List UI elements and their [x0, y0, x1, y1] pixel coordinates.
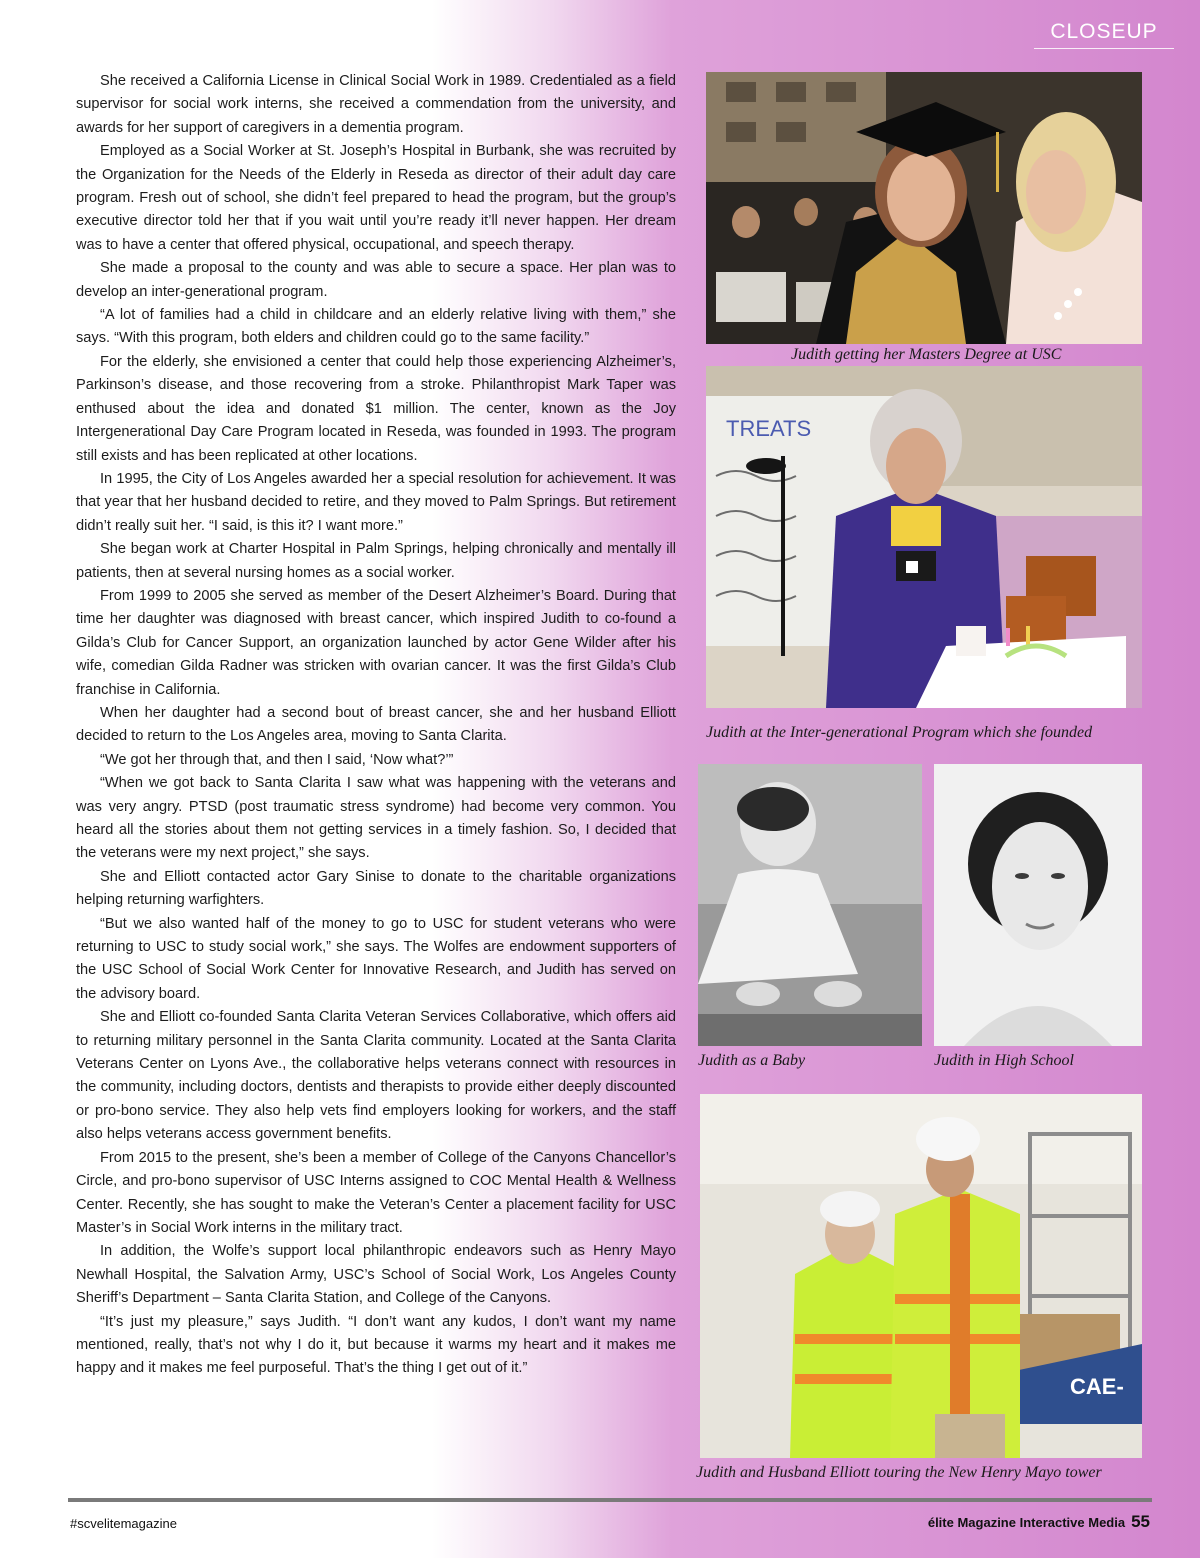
paragraph: “We got her through that, and then I said, ‘Now what?’” — [100, 751, 454, 768]
paragraph: For the elderly, she envisioned a center that could help those experiencing Alzheimer’s, Parkinson’s disease, and those recovering from a stroke. Philanthropist Mark Taper was enthused about the idea and donated $1 million. The center, known as the Joy Intergenerational Day Care Program located in Reseda, was founded in 1993. The program still exists and has been replicated at other locations. — [76, 353, 676, 464]
page-number: 55 — [1131, 1512, 1150, 1531]
footer-hashtag: #scvelitemagazine — [70, 1516, 177, 1531]
paragraph: “A lot of families had a child in childcare and an elderly relative living with them,” she says. “With this program, both elders and children could go to the same facility.” — [76, 307, 676, 347]
highschool-caption: Judith in High School — [934, 1052, 1074, 1069]
paragraph: She began work at Charter Hospital in Palm Springs, helping chronically and mentally ill patients, then at several nursing homes as a social worker. — [76, 541, 676, 581]
tower-tour-caption: Judith and Husband Elliott touring the New Henry Mayo tower — [696, 1464, 1102, 1481]
baby-caption: Judith as a Baby — [698, 1052, 806, 1069]
baby-photo — [698, 764, 922, 1046]
paragraph: From 2015 to the present, she’s been a member of College of the Canyons Chancellor’s Circle, and pro-bono supervisor of USC Interns assigned to COC Mental Health & Wellness Center. Recently, she has sought to make the Veteran’s Center a placement facility for USC Master’s in Social Work interns in the military tract. — [76, 1149, 676, 1236]
paragraph: She received a California License in Clinical Social Work in 1989. Credentialed as a field supervisor for social work interns, she received a commendation from the university, and awards for her support of caregivers in a dementia program. — [76, 73, 676, 136]
paragraph: She and Elliott contacted actor Gary Sinise to donate to the charitable organizations helping returning warfighters. — [76, 868, 676, 909]
program-caption: Judith at the Inter-generational Program which she founded — [706, 724, 1093, 741]
paragraph: When her daughter had a second bout of breast cancer, she and her husband Elliott decided to return to the Los Angeles area, moving to Santa Clarita. — [76, 704, 676, 745]
paragraph: “But we also wanted half of the money to go to USC for student veterans who were returning to USC to study social work,” she says. The Wolfes are endowment supporters of the USC School of Social Work Center for Innovative Research, and Judith has served on the advisory board. — [76, 915, 676, 1002]
paragraph: She and Elliott co-founded Santa Clarita Veteran Services Collaborative, which offers aid to returning military personnel in the Santa Clarita community. Located at the Santa Clarita Veterans Center on Lyons Ave., the collaborative helps veterans connect with resources in the community, including doctors, dentists and therapists to provide either deeply discounted or pro-bono service. They also help vets find employers looking for workers, and the staff also helps veterans access government benefits. — [76, 1009, 676, 1143]
cart-text: CAE- — [1070, 1374, 1124, 1399]
paragraph: She made a proposal to the county and was able to secure a space. Her plan was to develop an inter-generational program. — [76, 260, 676, 300]
paragraph: In addition, the Wolfe’s support local philanthropic endeavors such as Henry Mayo Newhall Hospital, the Salvation Army, USC’s School of Social Work, Los Angeles County Sheriff’s Department – Santa Clarita Station, and College of the Canyons. — [76, 1243, 676, 1307]
highschool-photo — [934, 764, 1142, 1046]
graduation-caption: Judith getting her Masters Degree at USC — [791, 346, 1062, 363]
section-label: CLOSEUP — [1034, 16, 1174, 49]
graduation-photo — [706, 72, 1142, 344]
footer-publication — [928, 1512, 1150, 1532]
paragraph: In 1995, the City of Los Angeles awarded her a special resolution for achievement. It was that year that her husband decided to retire, and they moved to Palm Springs. But retirement didn’t really suit her. “I said, is this it? I want more.” — [76, 470, 676, 534]
whiteboard-text: TREATS — [726, 416, 812, 441]
paragraph: From 1999 to 2005 she served as member of the Desert Alzheimer’s Board. During that time her daughter was diagnosed with breast cancer, which inspired Judith to co-found a Gilda’s Club for Cancer Support, an organization launched by actor Gene Wilder after his wife, comedian Gilda Radner was stricken with ovarian cancer. It was the first Gilda’s Club franchise in California. — [76, 587, 676, 698]
paragraph: “It’s just my pleasure,” says Judith. “I don’t want any kudos, I don’t want my name mentioned, really, that’s not why I do it, but because it warms my heart and it makes me happy and it makes me feel purposeful. That’s the thing I get out of it.” — [76, 1313, 676, 1377]
paragraph: “When we got back to Santa Clarita I saw what was happening with the veterans and was very angry. PTSD (post traumatic stress syndrome) had become very common. You heard all the stories about them not getting services in a timely fashion. So, I decided that the veterans were my next project,” she says. — [76, 775, 676, 862]
publication-name: élite Magazine Interactive Media — [927, 1515, 1126, 1530]
article-body — [76, 70, 676, 1381]
footer-divider — [68, 1498, 1152, 1502]
paragraph: Employed as a Social Worker at St. Joseph’s Hospital in Burbank, she was recruited by the Organization for the Needs of the Elderly in Reseda as director of their adult day care program. Fresh out of school, she didn’t feel prepared to head the program, but the group’s executive director told her that if you wait until you’re ready it’ll never happen. Her dream was to have a center that offered physical, occupational, and speech therapy. — [76, 143, 676, 253]
program-photo — [706, 366, 1142, 708]
tower-tour-photo — [700, 1094, 1142, 1458]
